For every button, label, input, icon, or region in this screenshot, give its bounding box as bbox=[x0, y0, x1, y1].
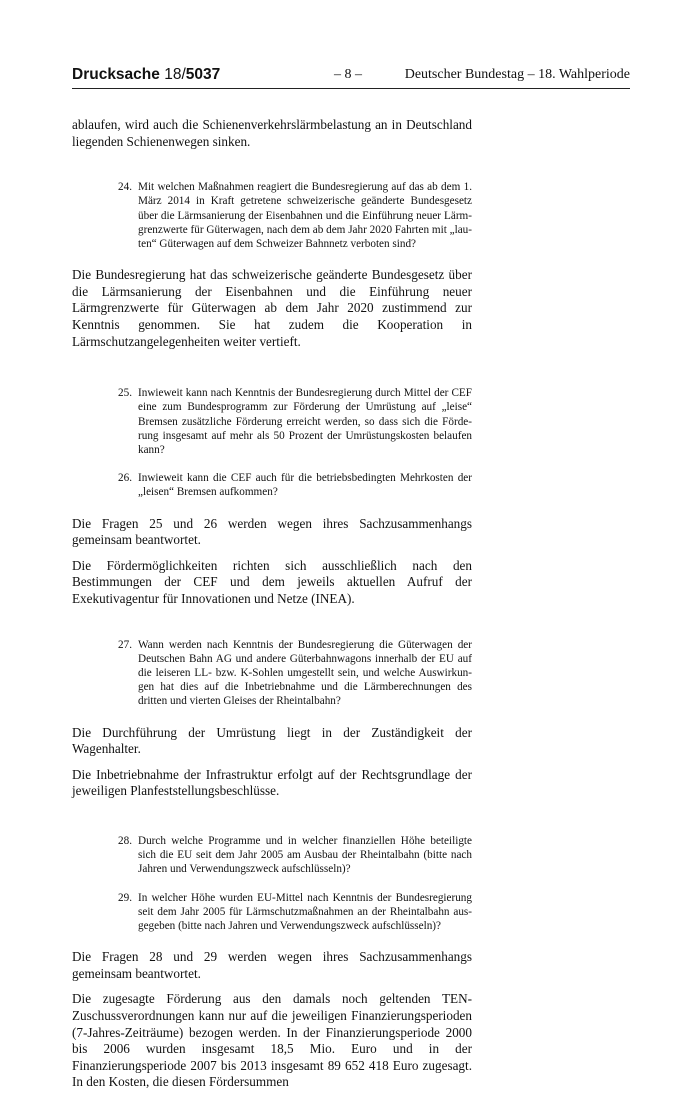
parliament-period: Deutscher Bundestag – 18. Wahlperiode bbox=[404, 67, 630, 82]
document-body bbox=[72, 117, 472, 1100]
question-24: 24. Mit welchen Maßnahmen reagiert die Bundesregierung auf das ab dem 1. März 2014 in Kraft getretene schweizerische geänderte Bundesgesetz über die Lärmsanierung der Eisenbahnen und die Einführung neuer Lärmgrenzwerte für Güterwagen, nach dem ab dem Jahr 2020 Fahrten mit „lauten“ Güterwagen auf dem Schweizer Bahnnetz verboten sind? bbox=[118, 181, 472, 250]
answer-paragraph: Die Durchführung der Umrüstung liegt in der Zuständigkeit der Wagenhalter. bbox=[72, 724, 472, 757]
question-27: 27. Wann werden nach Kenntnis der Bundesregierung die Güterwagen der Deutschen Bahn AG und andere Güterbahnwagons innerhalb der EU auf die leiseren LL- bzw. K-Sohlen umgestellt sein, und welche Auswirkungen hat dies auf die Inbetriebnahme und die Lärmberechnungen des dritten und vierten Gleises der Rheintalbahn? bbox=[118, 638, 472, 708]
question-25: 25. Inwieweit kann nach Kenntnis der Bundesregierung durch Mittel der CEF eine zum Bundesprogramm zur Förderung der Umrüstung auf „leise“ Bremsen zusätzliche Förderung erreicht werden, so dass sich die Förderung insgesamt auf mehr als 50 Prozent der Umrüstungskosten belaufen kann? bbox=[118, 387, 472, 456]
page-header bbox=[72, 66, 630, 89]
answer-paragraph: ablaufen, wird auch die Schienenverkehrslärmbelastung an in Deutschland liegenden Schienenwegen sinken. bbox=[72, 117, 472, 149]
question-29: 29. In welcher Höhe wurden EU-Mittel nach Kenntnis der Bundesregierung seit dem Jahr 2005 für Lärmschutzmaßnahmen an der Rheintalbahn ausgegeben (bitte nach Jahren und Verwendungszweck aufschlüsseln)? bbox=[118, 891, 472, 932]
question-26: 26. Inwieweit kann die CEF auch für die betriebsbedingten Mehrkosten der „leisen“ Bremsen aufkommen? bbox=[118, 472, 472, 499]
answer-paragraph: Die zugesagte Förderung aus den damals noch geltenden TEN-Zuschussverordnungen kann nur auf die jeweiligen Finanzierungsperioden (7-Jahres-Zeiträume) bezogen werden. In der Finanzierungsperiode 2000 bis 2006 wurden insgesamt 18,5 Mio. Euro und in der Finanzierungsperiode 2007 bis 2013 insgesamt 89 652 418 Euro zugesagt. In den Kosten, die diesen Fördersummen bbox=[72, 991, 472, 1090]
document-number: Drucksache 18/5037 bbox=[72, 66, 221, 83]
question-28: 28. Durch welche Programme und in welcher finanziellen Höhe beteiligte sich die EU seit dem Jahr 2005 am Ausbau der Rheintalbahn (bitte nach Jahren und Verwendungszweck aufschlüsseln)? bbox=[118, 834, 472, 876]
answer-paragraph: Die Bundesregierung hat das schweizerische geänderte Bundesgesetz über die Lärmsanierung der Eisenbahnen und die Einführung neuer Lärmgrenzwerte für Güterwagen ab dem Jahr 2020 zustimmend zur Kenntnis genommen. Sie hat zudem die Kooperation in Lärmschutzangelegenheiten weiter vertieft. bbox=[72, 267, 472, 349]
answer-paragraph: Die Inbetriebnahme der Infrastruktur erfolgt auf der Rechtsgrundlage der jeweiligen Planfeststellungsbeschlüsse. bbox=[72, 766, 472, 799]
answer-paragraph: Die Fördermöglichkeiten richten sich ausschließlich nach den Bestimmungen der CEF und dem jeweils aktuellen Aufruf der Exekutivagentur für Innovationen und Netze (INEA). bbox=[72, 557, 472, 606]
answer-paragraph: Die Fragen 28 und 29 werden wegen ihres Sachzusammenhangs gemeinsam beantwortet. bbox=[72, 949, 472, 981]
answer-paragraph: Die Fragen 25 und 26 werden wegen ihres Sachzusammenhangs gemeinsam beantwortet. bbox=[72, 515, 472, 548]
page-number: – 8 – bbox=[334, 67, 362, 82]
